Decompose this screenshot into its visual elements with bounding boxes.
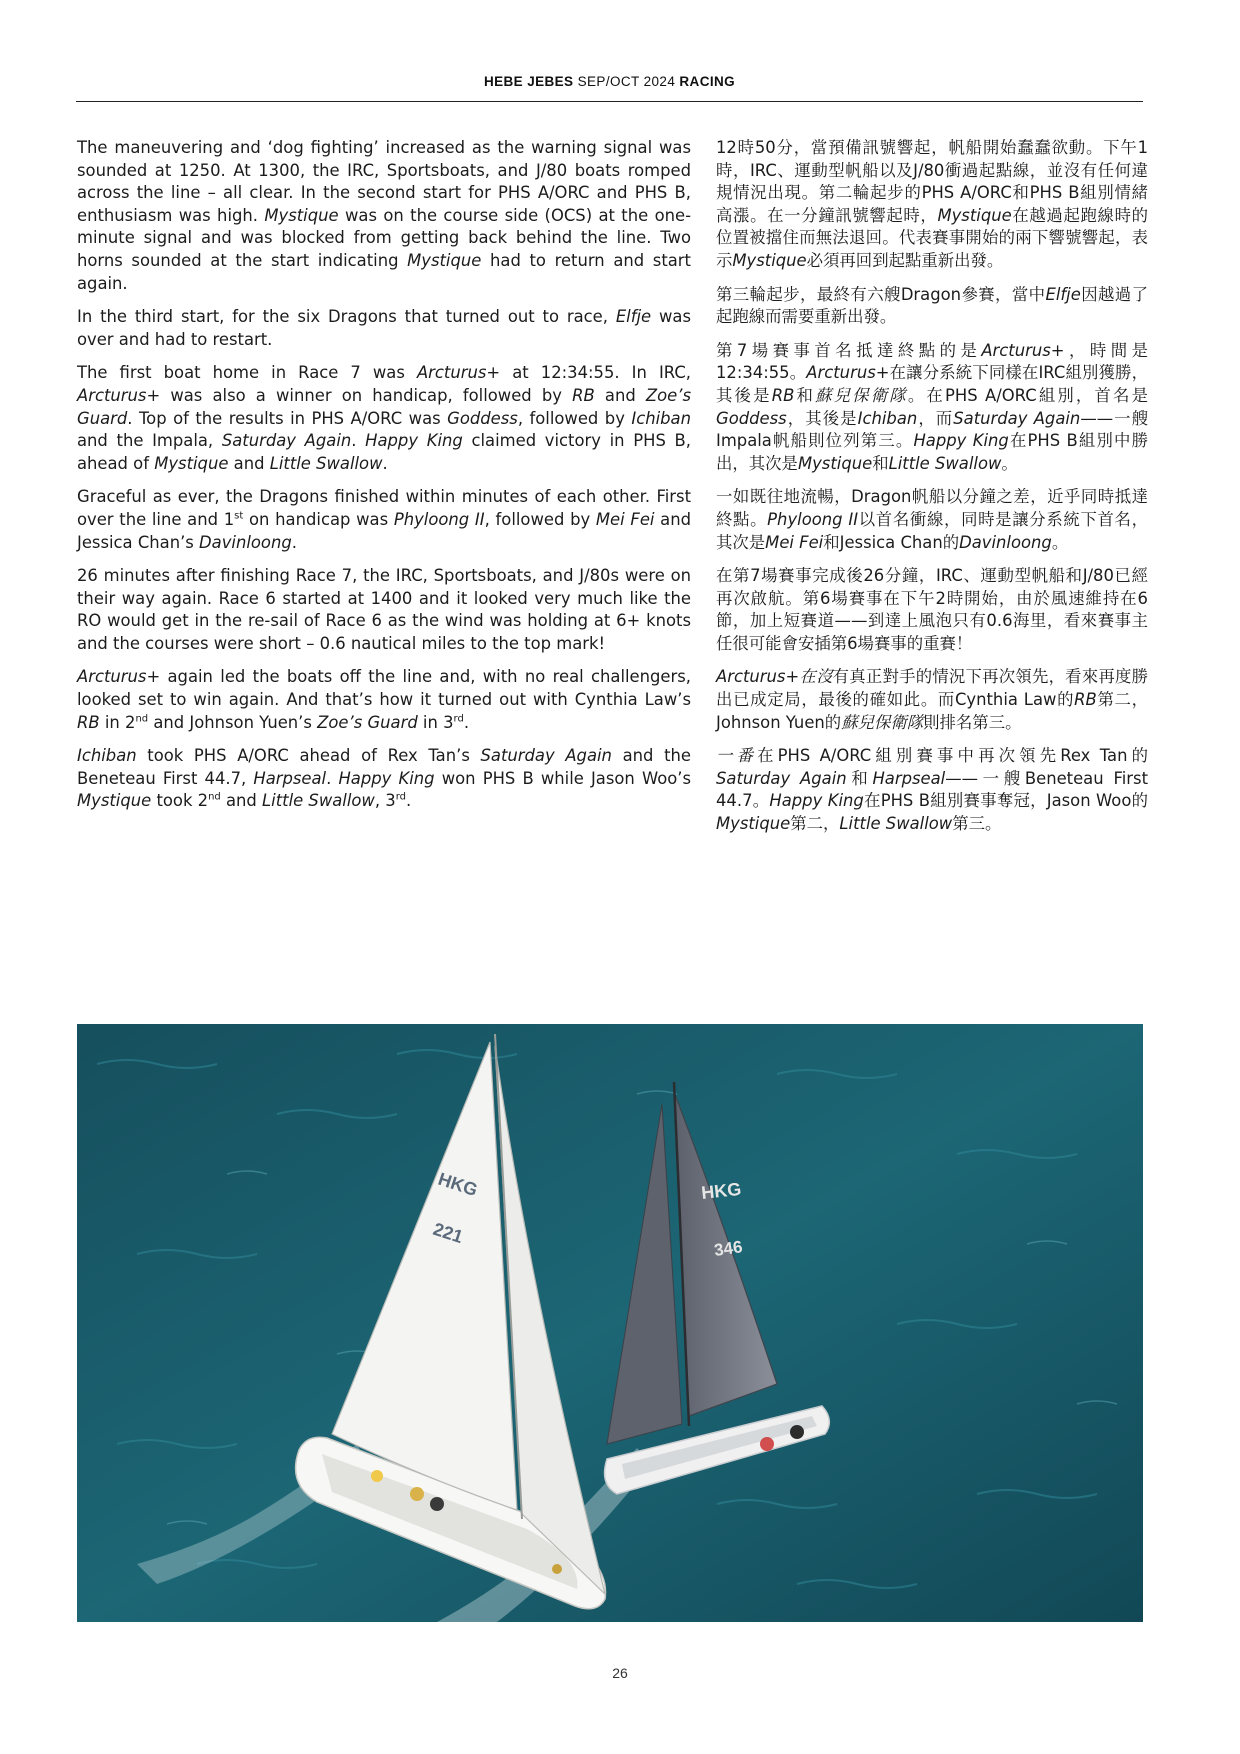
- page-number: 26: [612, 1665, 628, 1681]
- sail-number-221: 221: [430, 1218, 466, 1248]
- publication-name: HEBE JEBES: [483, 74, 574, 89]
- sailing-photo: [77, 1024, 1143, 1622]
- chinese-paragraph-6: Arcturus+在沒有真正對手的情況下再次領先，看來再度勝出已成定局，最後的確如此。而Cynthia Law的RB第二，Johnson Yuen的蘇兒保衛隊則排名第三。: [716, 667, 1149, 732]
- english-paragraph-6: Arcturus+ again led the boats off the line and, with no real challengers, looked set to win again. And that’s how it turned out with Cynthia Law’s RB in 2nd and Johnson Yuen’s Zoe’s Guard in 3rd.: [77, 667, 691, 732]
- issue-date: SEP/OCT 2024: [577, 74, 676, 89]
- chinese-paragraph-3: 第7場賽事首名抵達終點的是Arcturus+，時間是12:34:55。Arcturus+在讓分系統下同樣在IRC組別獲勝，其後是RB和蘇兒保衛隊。在PHS A/ORC組別，首名是Goddess，其後是Ichiban，而Saturday Again——一艘Impala帆船則位列第三。Happy King在PHS B組別中勝出，其次是Mystique和Little Swallow。: [716, 340, 1149, 473]
- english-paragraph-3: The first boat home in Race 7 was Arcturus+ at 12:34:55. In IRC, Arcturus+ was also a winner on handicap, followed by RB and Zoe’s Guard. Top of the results in PHS A/ORC was Goddess, followed by Ichiban and the Impala, Saturday Again. Happy King claimed victory in PHS B, ahead of Mystique and Little Swallow.: [77, 363, 692, 473]
- sail-country-221: HKG: [435, 1168, 480, 1201]
- sail-country-346: HKG: [700, 1178, 743, 1203]
- english-paragraph-2: In the third start, for the six Dragons that turned out to race, Elfje was over and had to restart.: [77, 307, 691, 349]
- chinese-column: [716, 137, 1148, 847]
- english-paragraph-5: 26 minutes after finishing Race 7, the IRC, Sportsboats, and J/80s were on their way again. Race 6 started at 1400 and it looked very much like the RO would get in the re-sail of Race 6 as the wind was holding at 6+ knots and the courses were short – 0.6 nautical miles to the top mark!: [77, 566, 691, 653]
- chinese-paragraph-7: 一番在PHS A/ORC組別賽事中再次領先Rex Tan的Saturday Again和Harpseal——一艘Beneteau First 44.7。Happy King在PHS B組別賽事奪冠，Jason Woo的Mystique第二，Little Swallow第三。: [716, 746, 1149, 834]
- chinese-paragraph-1: 12時50分，當預備訊號響起，帆船開始蠢蠢欲動。下午1時，IRC、運動型帆船以及J/80衝過起點線，並沒有任何違規情況出現。第二輪起步的PHS A/ORC和PHS B組別情緒高漲。在一分鐘訊號響起時，Mystique在越過起跑線時的位置被擋住而無法退回。代表賽事開始的兩下響號響起，表示Mystique必須再回到起點重新出發。: [716, 138, 1149, 270]
- sail-number-346: 346: [712, 1237, 744, 1260]
- header-rule: [76, 101, 1143, 102]
- english-paragraph-4: Graceful as ever, the Dragons finished within minutes of each other. First over the line and 1st on handicap was Phyloong II, followed by Mei Fei and Jessica Chan’s Davinloong.: [77, 487, 692, 552]
- chinese-paragraph-5: 在第7場賽事完成後26分鐘，IRC、運動型帆船和J/80已經再次啟航。第6場賽事在下午2時開始，由於風速維持在6節，加上短賽道——到達上風泡只有0.6海里，看來賽事主任很可能會安插第6場賽事的重賽！: [716, 566, 1148, 653]
- english-paragraph-1: The maneuvering and ‘dog fighting’ increased as the warning signal was sounded at 1250. At 1300, the IRC, Sportsboats, and J/80 boats romped across the line – all clear. In the second start for PHS A/ORC and PHS B, enthusiasm was high. Mystique was on the course side (OCS) at the one-minute signal and was blocked from getting back behind the line. Two horns sounded at the start indicating Mystique had to return and start again.: [77, 138, 691, 293]
- sailing-photo-illustration: [77, 1024, 1143, 1622]
- english-paragraph-7: Ichiban took PHS A/ORC ahead of Rex Tan’s Saturday Again and the Beneteau First 44.7, Harpseal. Happy King won PHS B while Jason Woo’s Mystique took 2nd and Little Swallow, 3rd.: [77, 746, 692, 811]
- english-column: [77, 137, 691, 824]
- running-header: [76, 74, 1143, 89]
- chinese-paragraph-4: 一如既往地流暢，Dragon帆船以分鐘之差，近乎同時抵達終點。Phyloong II以首名衝線，同時是讓分系統下首名，其次是Mei Fei和Jessica Chan的Davinloong。: [716, 487, 1149, 552]
- section-name: RACING: [679, 74, 736, 89]
- chinese-paragraph-2: 第三輪起步，最終有六艘Dragon參賽，當中Elfje因越過了起跑線而需要重新出發。: [716, 284, 1149, 327]
